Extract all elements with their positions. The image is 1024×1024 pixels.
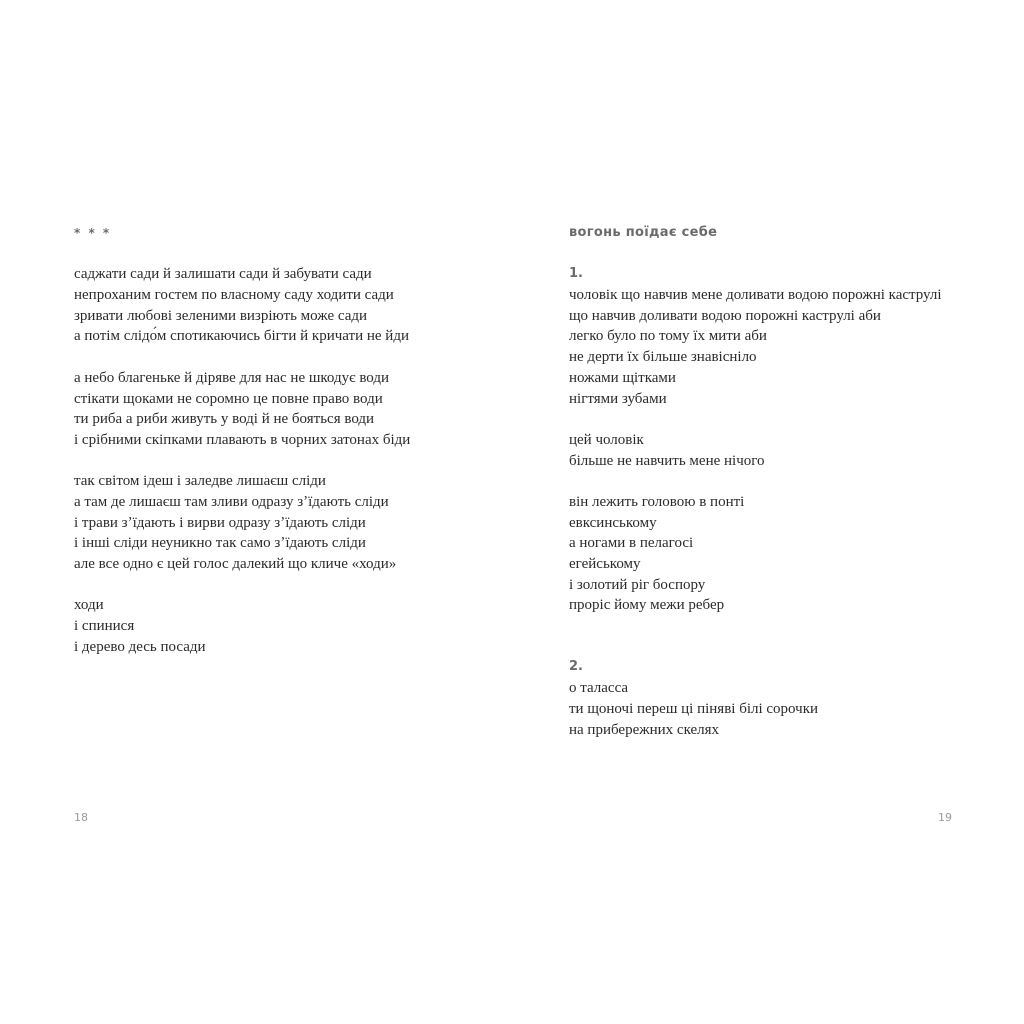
poem-title: вогонь поїдає себе <box>569 225 718 240</box>
poem-line: а потім слідо́м спотикаючись бігти й кричати не йди <box>74 328 409 345</box>
poem-line: більше не навчить мене нічого <box>569 452 765 469</box>
poem-line: а ногами в пелагосі <box>569 535 694 552</box>
left-poem <box>74 223 494 657</box>
section-number: 2. <box>569 659 583 675</box>
poem-line: о таласса <box>569 680 629 697</box>
stanza <box>74 595 494 657</box>
poem-line: ножами щітками <box>569 369 676 386</box>
page-number-left: 18 <box>74 811 88 824</box>
stanza <box>74 471 494 574</box>
poem-line: і трави зʼїдають і вирви одразу зʼїдають сліди <box>74 514 366 531</box>
stanza <box>569 285 1009 409</box>
poem-line: егейському <box>569 556 641 572</box>
poem-line: ходи <box>74 597 104 614</box>
poem-asterisks-heading: * * * <box>74 226 112 240</box>
poem-line: так світом ідеш і заледве лишаєш сліди <box>74 473 326 490</box>
stanza <box>74 368 494 451</box>
section-number: 1. <box>569 266 583 282</box>
poem-line: і срібними скіпками плавають в чорних затонах біди <box>74 431 411 448</box>
poem-line: що навчив доливати водою порожні каструлі аби <box>569 307 881 324</box>
poem-line: але все одно є цей голос далекий що кличе «ходи» <box>74 556 397 572</box>
right-poem <box>569 223 1009 740</box>
page-number-right: 19 <box>938 811 952 824</box>
poem-line: непроханим гостем по власному саду ходити сади <box>74 287 394 304</box>
poem-line: і дерево десь посади <box>74 638 206 655</box>
poem-line: і інші сліди неуникно так само зʼїдають сліди <box>74 535 366 552</box>
poem-line: зривати любові зеленими визріють може сади <box>74 307 368 324</box>
poem-line: нігтями зубами <box>569 390 667 407</box>
poem-line: і спинися <box>74 618 135 635</box>
poem-line: легко було по тому їх мити аби <box>569 328 767 345</box>
right-page <box>512 0 1024 1024</box>
stanza <box>569 430 1009 471</box>
poem-line: він лежить головою в понті <box>569 493 745 510</box>
poem-line: чоловік що навчив мене доливати водою порожні каструлі <box>569 287 942 304</box>
poem-line: і золотий ріг боспору <box>569 576 706 593</box>
poem-line: проріс йому межи ребер <box>569 597 725 614</box>
stanza <box>569 492 1009 616</box>
poem-line: стікати щоками не соромно це повне право води <box>74 390 383 407</box>
poem-line: саджати сади й залишати сади й забувати сади <box>74 266 372 283</box>
stanza <box>569 678 1009 740</box>
stanza <box>74 264 494 347</box>
poem-line: ти щоночі переш ці піняві білі сорочки <box>569 700 819 717</box>
poem-line: ти риба а риби живуть у воді й не бояться води <box>74 411 375 428</box>
poem-line: на прибережних скелях <box>569 721 720 738</box>
poem-line: цей чоловік <box>569 431 644 448</box>
poem-line: евксинському <box>569 514 657 531</box>
poem-line: не дерти їх більше знавісніло <box>569 349 757 366</box>
poem-line: а небо благеньке й діряве для нас не шкодує води <box>74 369 390 386</box>
poem-line: а там де лишаєш там зливи одразу зʼїдають сліди <box>74 493 389 510</box>
